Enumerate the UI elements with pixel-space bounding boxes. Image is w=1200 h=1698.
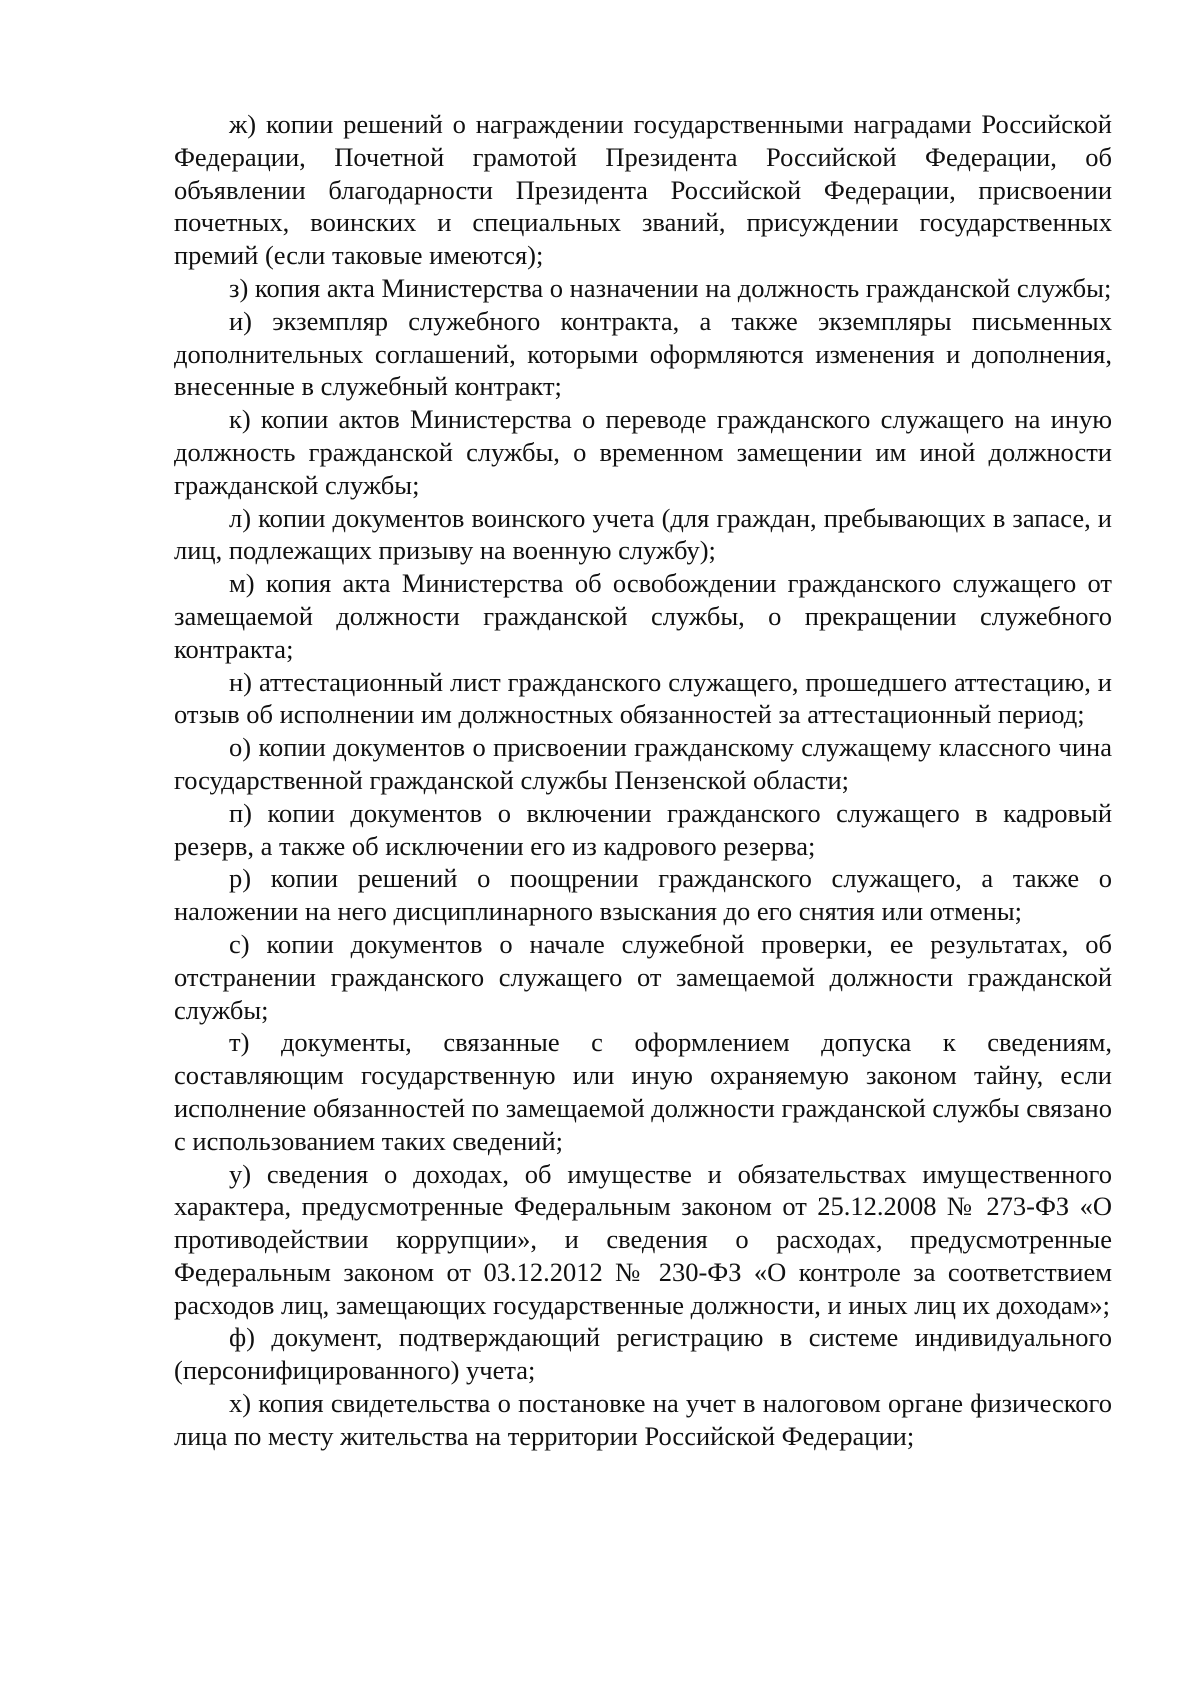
list-item-n: н) аттестационный лист гражданского служащего, прошедшего аттестацию, и отзыв об исполнении им должностных обязанностей за аттестационный период; [174, 666, 1112, 730]
list-item-f: ф) документ, подтверждающий регистрацию в системе индивидуального (персонифицированного) учета; [174, 1322, 1112, 1386]
list-item-t: т) документы, связанные с оформлением допуска к сведениям, составляющим государственную или иную охраняемую законом тайну, если исполнение обязанностей по замещаемой должности гражданской службы связано с использованием таких сведений; [174, 1027, 1112, 1156]
list-item-m: м) копия акта Министерства об освобождении гражданского служащего от замещаемой должности гражданской службы, о прекращении служебного контракта; [174, 568, 1112, 664]
list-item-zh: ж) копии решений о награждении государственными наградами Российской Федерации, Почетной грамотой Президента Российской Федерации, об объявлении благодарности Президента Российской Федерации, присвоении почетных, воинских и специальных званий, присуждении государственных премий (если таковые имеются); [174, 109, 1112, 271]
list-item-o: о) копии документов о присвоении гражданскому служащему классного чина государственной гражданской службы Пензенской области; [174, 732, 1112, 795]
document-page [174, 108, 1112, 1453]
list-item-p: п) копии документов о включении гражданского служащего в кадровый резерв, а также об исключении его из кадрового резерва; [174, 797, 1112, 861]
list-item-i: и) экземпляр служебного контракта, а также экземпляры письменных дополнительных соглашений, которыми оформляются изменения и дополнения, внесенные в служебный контракт; [174, 305, 1112, 402]
list-item-u: у) сведения о доходах, об имуществе и обязательствах имущественного характера, предусмотренные Федеральным законом от 25.12.2008 № 273-ФЗ «О противодействии коррупции», и сведения о расходах, предусмотренные Федеральным законом от 03.12.2012 № 230-ФЗ «О контроле за соответствием расходов лиц, замещающих государственные должности, и иных лиц их доходам»; [174, 1158, 1112, 1320]
list-item-kh: х) копия свидетельства о постановке на учет в налоговом органе физического лица по месту жительства на территории Российской Федерации; [174, 1388, 1112, 1451]
list-item-z: з) копия акта Министерства о назначении на должность гражданской службы; [229, 272, 1112, 303]
list-item-r: р) копии решений о поощрении гражданского служащего, а также о наложении на него дисциплинарного взыскания до его снятия или отмены; [174, 863, 1112, 927]
list-item-l: л) копии документов воинского учета (для граждан, пребывающих в запасе, и лиц, подлежащих призыву на военную службу); [174, 502, 1112, 566]
list-item-s: с) копии документов о начале служебной проверки, ее результатах, об отстранении гражданского служащего от замещаемой должности гражданской службы; [174, 928, 1112, 1025]
list-item-k: к) копии актов Министерства о переводе гражданского служащего на иную должность гражданской службы, о временном замещении им иной должности гражданской службы; [174, 404, 1112, 500]
